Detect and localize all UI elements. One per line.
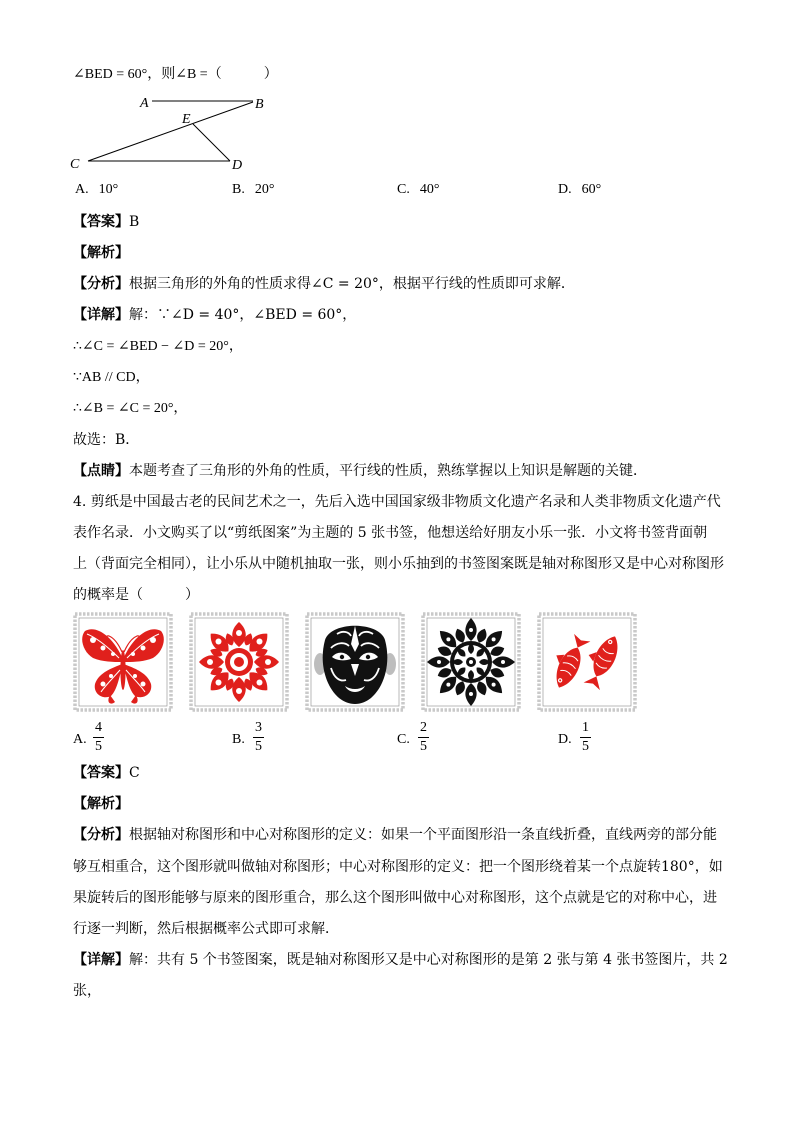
- option-value: 60°: [581, 182, 602, 197]
- bookmark-butterfly-image: [73, 612, 173, 712]
- q3-option-b: [232, 180, 274, 200]
- q3-detail-line-5: 故选：B．: [73, 432, 140, 448]
- q4-option-c-fraction: [418, 719, 429, 756]
- option-value: 20°: [254, 182, 275, 197]
- answer-tag: 【答案】: [73, 214, 129, 230]
- denominator: 5: [582, 739, 589, 754]
- snowflake-pattern: [199, 622, 279, 702]
- q3-answer: [73, 212, 139, 232]
- segment-cb: [88, 102, 253, 161]
- label-d: D: [232, 158, 243, 173]
- q4-analysis-line-2: 够互相重合，这个图形就叫做轴对称图形；中心对称图形的定义：把一个图形绕着某一个点旋转180°，如: [73, 859, 723, 875]
- bookmark-red-snowflake-image: [189, 612, 289, 712]
- analysis-text: 根据轴对称图形和中心对称图形的定义：如果一个平面图形沿一条直线折叠，直线两旁的部分能: [129, 827, 717, 843]
- option-label: C.: [397, 182, 410, 197]
- q3-geometry-figure: [60, 88, 280, 174]
- bookmark-black-mandala-image: [421, 612, 521, 712]
- q4-option-a-label: A.: [73, 732, 87, 747]
- q4-option-b-label: B.: [232, 732, 245, 747]
- detail-text: 解：∵∠D = 40°，∠BED = 60°，: [129, 307, 357, 323]
- q4-detail-line-1: [73, 950, 728, 970]
- analysis-tag: 【分析】: [73, 827, 129, 843]
- comment-text: 本题考查了三角形的外角的性质，平行线的性质，熟练掌握以上知识是解题的关键．: [129, 463, 647, 479]
- q4-detail-line-2: 张，: [73, 983, 101, 999]
- denominator: 5: [420, 739, 427, 754]
- numerator: 3: [255, 720, 262, 735]
- detail-tag: 【详解】: [73, 952, 129, 968]
- segment-ed: [193, 124, 230, 161]
- label-b: B: [255, 97, 264, 112]
- q4-option-c-label: C.: [397, 732, 410, 747]
- option-label: B.: [232, 182, 245, 197]
- q4-option-a-fraction: [93, 719, 104, 756]
- option-label: D.: [558, 182, 572, 197]
- q3-stem-tail: ∠BED = 60°，则∠B =（ ）: [73, 67, 278, 82]
- bookmark-frame: [539, 614, 635, 710]
- detail-tag: 【详解】: [73, 307, 129, 323]
- q3-option-d: [558, 180, 601, 200]
- analysis-text: 根据三角形的外角的性质求得∠C = 20°，根据平行线的性质即可求解．: [129, 276, 575, 292]
- q3-detail-line-1: [73, 305, 356, 325]
- option-label: A.: [75, 182, 89, 197]
- q3-option-c: [397, 180, 439, 200]
- q4-stem-line-3: 上（背面完全相同），让小乐从中随机抽取一张，则小乐抽到的书签图案既是轴对称图形又是中心对称图形: [73, 556, 724, 572]
- option-value: 40°: [419, 182, 440, 197]
- answer-tag: 【答案】: [73, 765, 129, 781]
- numerator: 2: [420, 720, 427, 735]
- numerator: 1: [582, 720, 589, 735]
- answer-value: C: [129, 765, 140, 781]
- label-a: A: [140, 96, 149, 111]
- q4-answer: [73, 763, 140, 783]
- numerator: 4: [95, 720, 102, 735]
- bookmark-opera-mask-image: [305, 612, 405, 712]
- detail-text: 解：共有 5 个书签图案，既是轴对称图形又是中心对称图形的是第 2 张与第 4 张书签图片，共 2: [129, 952, 728, 968]
- label-e: E: [182, 112, 191, 127]
- denominator: 5: [95, 739, 102, 754]
- bookmark-fish-image: [537, 612, 637, 712]
- q3-option-a: [75, 180, 118, 200]
- q4-option-b-fraction: [253, 719, 264, 756]
- q4-stem-line-1: 4. 剪纸是中国最古老的民间艺术之一，先后入选中国国家级非物质文化遗产名录和人类非物质文化遗产代: [73, 494, 721, 510]
- mandala-pattern: [427, 618, 515, 706]
- q4-analysis-line-1: [73, 825, 717, 845]
- q4-explanation-heading: 【解析】: [73, 796, 129, 812]
- q3-comment: [73, 461, 647, 481]
- q3-detail-line-2: ∴∠C = ∠BED − ∠D = 20°，: [73, 339, 243, 354]
- denominator: 5: [255, 739, 262, 754]
- q3-analysis: [73, 274, 575, 294]
- q3-detail-line-3: ∵AB // CD，: [73, 370, 150, 385]
- q4-analysis-line-3: 果旋转后的图形能够与原来的图形重合，那么这个图形叫做中心对称图形，这个点就是它的对称中心，进: [73, 890, 717, 906]
- q3-detail-line-4: ∴∠B = ∠C = 20°，: [73, 401, 188, 416]
- option-value: 10°: [98, 182, 119, 197]
- q4-stem-line-4: 的概率是（ ）: [73, 587, 199, 603]
- q3-explanation-heading: 【解析】: [73, 245, 129, 261]
- label-c: C: [70, 157, 80, 172]
- answer-value: B: [129, 214, 140, 230]
- q4-stem-line-2: 表作名录．小文购买了以“剪纸图案”为主题的 5 张书签，他想送给好朋友小乐一张．小文将书签背面朝: [73, 525, 708, 541]
- analysis-tag: 【分析】: [73, 276, 129, 292]
- q4-option-d-fraction: [580, 719, 591, 756]
- q4-analysis-line-4: 行逐一判断，然后根据概率公式即可求解．: [73, 921, 339, 937]
- q4-option-d-label: D.: [558, 732, 572, 747]
- comment-tag: 【点睛】: [73, 463, 129, 479]
